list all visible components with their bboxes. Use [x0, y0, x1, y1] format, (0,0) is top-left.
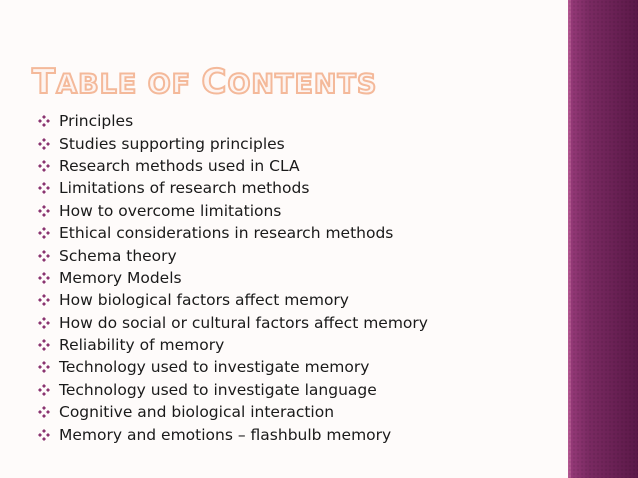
four-diamond-bullet-icon	[38, 384, 50, 396]
four-diamond-bullet-icon	[38, 115, 50, 127]
list-item-text: Technology used to investigate language	[59, 380, 377, 399]
list-item-text: Ethical considerations in research methods	[59, 224, 394, 243]
list-item	[38, 423, 548, 445]
list-item	[38, 356, 548, 378]
list-item-text: Principles	[59, 112, 134, 131]
slide-title	[32, 62, 377, 102]
list-item-text: Technology used to investigate memory	[59, 358, 370, 377]
list-item	[38, 401, 548, 423]
side-decor-band	[568, 0, 638, 478]
four-diamond-bullet-icon	[38, 339, 50, 351]
title-part: ONTENTS	[227, 69, 378, 100]
list-item-text: Memory and emotions – flashbulb memory	[59, 425, 392, 444]
four-diamond-bullet-icon	[38, 361, 50, 373]
title-part: T	[32, 62, 57, 102]
list-item	[38, 155, 548, 177]
contents-list	[38, 110, 548, 446]
four-diamond-bullet-icon	[38, 250, 50, 262]
four-diamond-bullet-icon	[38, 272, 50, 284]
list-item-text: Schema theory	[59, 246, 177, 265]
list-item	[38, 132, 548, 154]
list-item-text: How biological factors affect memory	[59, 291, 349, 310]
list-item	[38, 379, 548, 401]
title-part: ABLE OF	[56, 69, 202, 100]
four-diamond-bullet-icon	[38, 138, 50, 150]
four-diamond-bullet-icon	[38, 294, 50, 306]
list-item	[38, 200, 548, 222]
four-diamond-bullet-icon	[38, 406, 50, 418]
list-item-text: Memory Models	[59, 268, 182, 287]
four-diamond-bullet-icon	[38, 227, 50, 239]
list-item	[38, 244, 548, 266]
list-item-text: How to overcome limitations	[59, 201, 282, 220]
list-item-text: Studies supporting principles	[59, 134, 285, 153]
side-band-texture	[568, 0, 638, 478]
list-item-text: Limitations of research methods	[59, 179, 310, 198]
four-diamond-bullet-icon	[38, 182, 50, 194]
list-item	[38, 110, 548, 132]
list-item-text: Research methods used in CLA	[59, 156, 300, 175]
list-item	[38, 289, 548, 311]
list-item-text: How do social or cultural factors affect memory	[59, 313, 428, 332]
list-item	[38, 177, 548, 199]
list-item	[38, 312, 548, 334]
title-part: C	[201, 62, 228, 102]
four-diamond-bullet-icon	[38, 429, 50, 441]
list-item-text: Cognitive and biological interaction	[59, 403, 335, 422]
four-diamond-bullet-icon	[38, 205, 50, 217]
four-diamond-bullet-icon	[38, 160, 50, 172]
list-item	[38, 222, 548, 244]
list-item	[38, 334, 548, 356]
list-item-text: Reliability of memory	[59, 336, 225, 355]
list-item	[38, 267, 548, 289]
four-diamond-bullet-icon	[38, 317, 50, 329]
